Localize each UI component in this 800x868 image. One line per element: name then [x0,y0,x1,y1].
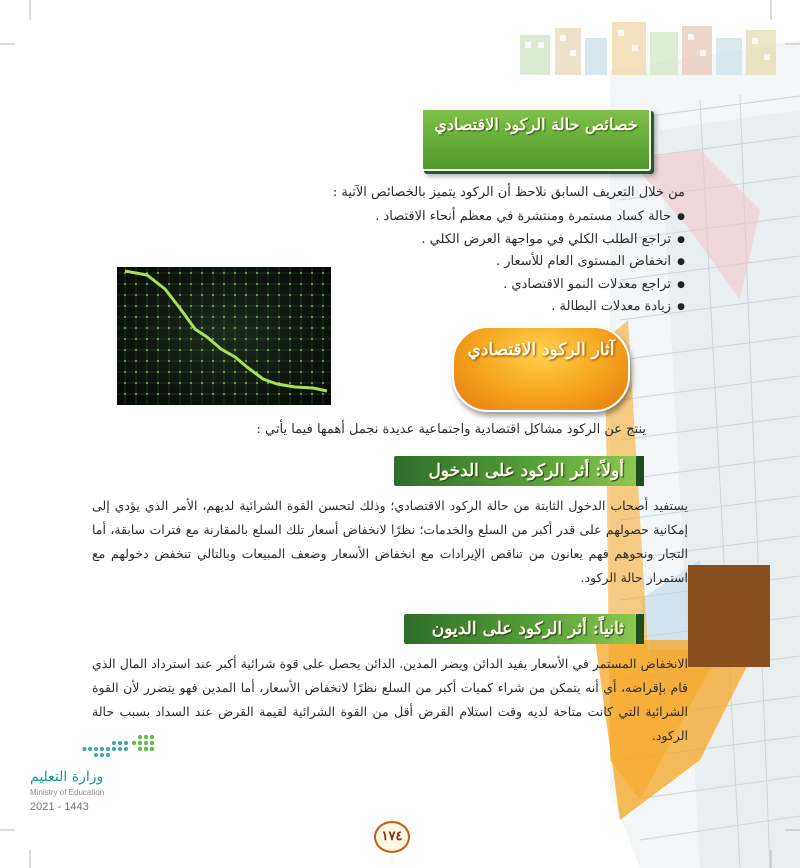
brown-block [688,565,770,667]
list-item: ● انخفاض المستوى العام للأسعار . [290,251,685,274]
heading-recession-characteristics: خصائص حالة الركود الاقتصادي [421,108,651,171]
ministry-name-arabic: وزارة التعليم [30,769,104,785]
characteristics-list [290,206,685,319]
effects-lead-text: ينتج عن الركود مشاكل اقتصادية واجتماعية عديدة نجمل أهمها فيما يأتي : [256,422,646,437]
heading-effect-on-income: أولاً: أثر الركود على الدخول [394,456,636,486]
list-item: ● حالة كساد مستمرة ومنتشرة في معظم أنحاء الاقتصاد . [290,206,685,229]
list-item: ● تراجع معدلات النمو الاقتصادي . [290,274,685,297]
heading-effect-on-debts: ثانياً: أثر الركود على الديون [404,614,636,644]
ministry-name-english: Ministry of Education [30,788,105,797]
intro-text: من خلال التعريف السابق نلاحظ أن الركود يتميز بالخصائص الآتية : [332,185,685,200]
edition-year: 2021 - 1443 [30,801,89,813]
list-item: ● تراجع الطلب الكلي في مواجهة العرض الكلي . [290,229,685,252]
heading-recession-effects: آثار الركود الاقتصادي [452,326,630,412]
effect-on-income-text: يستفيد أصحاب الدخول الثابتة من حالة الركود الاقتصادي؛ وذلك لتحسن القوة الشرائية لديهم، الأمر الذي يؤدي إلى إمكانية حصولهم على قدر أكبر من السلع والخدمات؛ نظرًا لانخفاض أسعار تلك السلع بالمقارنة مع فترات سابقة، أما التجار ونحوهم فهم يعانون من تناقص الإيرادات مع انخفاض الأسعار وضعف المبيعات وبالتالي تنخفض دخولهم مع استمرار حالة الركود. [92,498,688,585]
effect-on-debts-text: الانخفاض المستمر في الأسعار يفيد الدائن ويضر المدين. الدائن يحصل على قوة شرائية أكبر عند استرداد المال الذي قام بإقراضه، أي أنه يتمكن من شراء كميات أكبر من السلع نظرًا لانخفاض الأسعار، أما المدين فهو يتضرر لأن القوة الشرائية التي كانت متاحة لديه وقت استلام القرض أقل من القوة الشرائية لقيمة القرض عند السداد بسبب حالة الركود. [92,656,688,743]
list-item: ● زيادة معدلات البطالة . [290,296,685,319]
ministry-logo-icon [82,733,158,761]
page-number: ١٧٤ [374,821,410,853]
declining-graph-illustration [117,267,331,405]
